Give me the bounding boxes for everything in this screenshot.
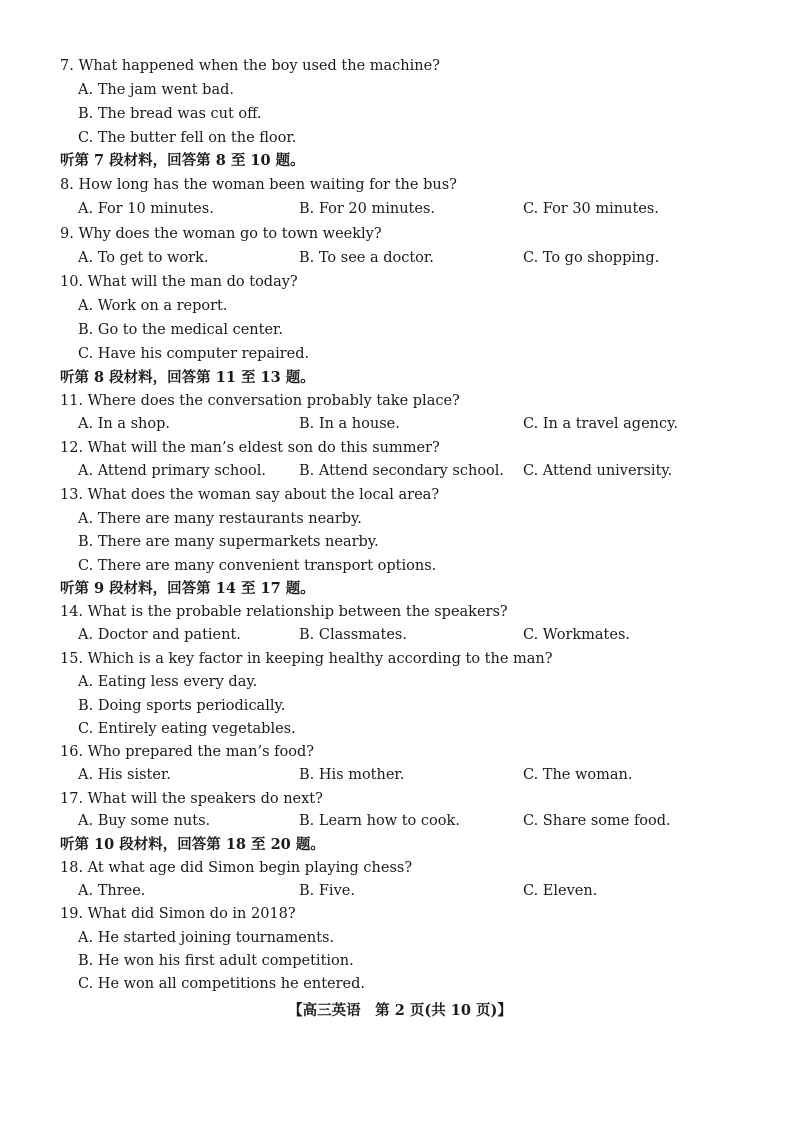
q17-option-b: B. Learn how to cook. [299, 813, 460, 829]
question-12: 12. What will the man’s eldest son do this summer? [60, 440, 440, 456]
q17-option-c: C. Share some food. [523, 813, 671, 829]
q11-option-b: B. In a house. [299, 416, 400, 432]
q9-option-c: C. To go shopping. [523, 250, 660, 266]
page-footer: 【高三英语 第 2 页(共 10 页)】 [288, 1002, 512, 1019]
section-heading-10: 听第 10 段材料，回答第 18 至 20 题。 [60, 836, 325, 853]
q9-option-a: A. To get to work. [78, 250, 209, 266]
q12-option-a: A. Attend primary school. [78, 463, 266, 479]
question-10: 10. What will the man do today? [60, 274, 298, 290]
q9-option-b: B. To see a doctor. [299, 250, 434, 266]
q7-option-b: B. The bread was cut off. [78, 106, 262, 122]
question-16: 16. Who prepared the man’s food? [60, 744, 315, 760]
q18-option-a: A. Three. [78, 883, 146, 899]
question-7: 7. What happened when the boy used the machine? [60, 58, 440, 74]
question-13: 13. What does the woman say about the local area? [60, 487, 440, 503]
q19-option-a: A. He started joining tournaments. [78, 930, 335, 946]
question-8: 8. How long has the woman been waiting for the bus? [60, 177, 457, 193]
q15-option-b: B. Doing sports periodically. [78, 698, 286, 714]
question-19: 19. What did Simon do in 2018? [60, 906, 296, 922]
q12-option-b: B. Attend secondary school. [299, 463, 505, 479]
q13-option-c: C. There are many convenient transport options. [78, 558, 437, 574]
question-15: 15. Which is a key factor in keeping healthy according to the man? [60, 651, 553, 667]
q14-option-a: A. Doctor and patient. [78, 627, 241, 643]
q19-option-b: B. He won his first adult competition. [78, 953, 354, 969]
q14-option-b: B. Classmates. [299, 627, 407, 643]
question-9: 9. Why does the woman go to town weekly? [60, 226, 382, 242]
section-heading-8: 听第 8 段材料，回答第 11 至 13 题。 [60, 369, 315, 386]
section-heading-7: 听第 7 段材料，回答第 8 至 10 题。 [60, 152, 305, 169]
q16-option-a: A. His sister. [78, 767, 171, 783]
question-11: 11. Where does the conversation probably take place? [60, 393, 460, 409]
question-17: 17. What will the speakers do next? [60, 791, 323, 807]
q12-option-c: C. Attend university. [523, 463, 673, 479]
q11-option-c: C. In a travel agency. [523, 416, 678, 432]
q19-option-c: C. He won all competitions he entered. [78, 976, 366, 992]
section-heading-9: 听第 9 段材料，回答第 14 至 17 题。 [60, 580, 315, 597]
q16-option-b: B. His mother. [299, 767, 405, 783]
q15-option-c: C. Entirely eating vegetables. [78, 721, 296, 737]
q10-option-a: A. Work on a report. [78, 298, 228, 314]
q16-option-c: C. The woman. [523, 767, 633, 783]
q7-option-c: C. The butter fell on the floor. [78, 130, 297, 146]
q15-option-a: A. Eating less every day. [78, 674, 258, 690]
q18-option-b: B. Five. [299, 883, 355, 899]
q11-option-a: A. In a shop. [78, 416, 171, 432]
q17-option-a: A. Buy some nuts. [78, 813, 211, 829]
q18-option-c: C. Eleven. [523, 883, 598, 899]
q13-option-a: A. There are many restaurants nearby. [78, 511, 362, 527]
q7-option-a: A. The jam went bad. [78, 82, 234, 98]
q10-option-b: B. Go to the medical center. [78, 322, 283, 338]
q10-option-c: C. Have his computer repaired. [78, 346, 310, 362]
q8-option-b: B. For 20 minutes. [299, 201, 435, 217]
question-14: 14. What is the probable relationship between the speakers? [60, 604, 508, 620]
q14-option-c: C. Workmates. [523, 627, 631, 643]
q8-option-c: C. For 30 minutes. [523, 201, 659, 217]
q13-option-b: B. There are many supermarkets nearby. [78, 534, 379, 550]
question-18: 18. At what age did Simon begin playing chess? [60, 860, 413, 876]
q8-option-a: A. For 10 minutes. [78, 201, 214, 217]
